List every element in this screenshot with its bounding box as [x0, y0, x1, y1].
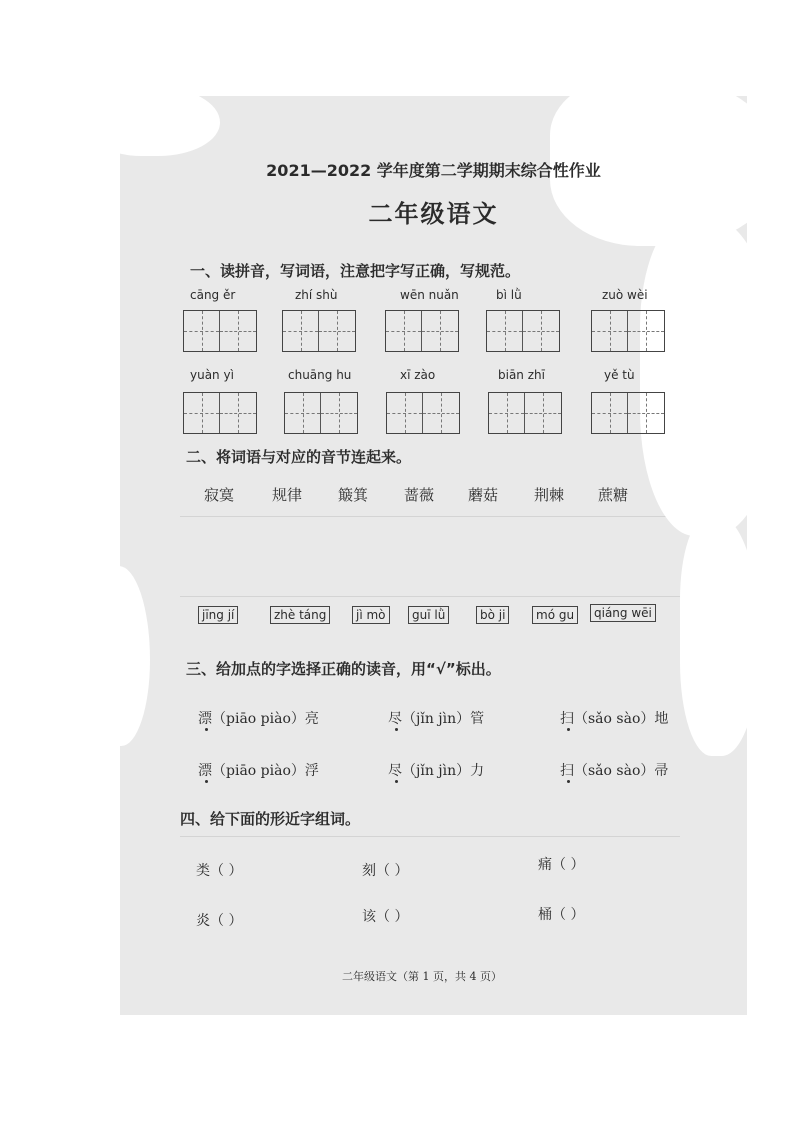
- writing-grid[interactable]: [183, 392, 257, 434]
- word-group-blank[interactable]: 该（ ）: [362, 909, 409, 925]
- bg-line: [180, 516, 680, 517]
- word-item: 荆棘: [534, 486, 565, 504]
- reading-choice[interactable]: 扫（sǎo sào）地: [560, 711, 669, 727]
- writing-grid[interactable]: [591, 310, 665, 352]
- reading-choice[interactable]: 尽（jǐn jìn）力: [388, 763, 485, 779]
- emphasis-dot: [395, 780, 398, 783]
- reading-choice[interactable]: 漂（piāo piào）亮: [198, 711, 319, 727]
- syllable-box[interactable]: guī lǜ: [408, 606, 449, 624]
- pinyin-label: wēn nuǎn: [400, 288, 459, 302]
- writing-grid[interactable]: [385, 310, 459, 352]
- emphasis-dot: [567, 728, 570, 731]
- pinyin-label: cāng ěr: [190, 288, 236, 302]
- page-footer: 二年级语文（第 1 页，共 4 页）: [342, 970, 502, 983]
- pinyin-label: bì lǜ: [496, 288, 522, 302]
- writing-grid[interactable]: [282, 310, 356, 352]
- scan-blot: [640, 216, 747, 536]
- scan-blot: [680, 516, 747, 756]
- pinyin-label: zuò wèi: [602, 288, 648, 302]
- word-item: 规律: [272, 486, 303, 504]
- scan-blot: [120, 566, 150, 746]
- syllable-box[interactable]: mó gu: [532, 606, 578, 624]
- writing-grid[interactable]: [183, 310, 257, 352]
- reading-choice[interactable]: 扫（sǎo sào）帚: [560, 763, 669, 779]
- section1-heading: 一、读拼音，写词语，注意把字写正确，写规范。: [190, 262, 521, 280]
- bg-line: [180, 836, 680, 837]
- pinyin-label: yě tù: [604, 368, 635, 382]
- section2-heading: 二、将词语与对应的音节连起来。: [186, 448, 412, 466]
- word-item: 蔷薇: [404, 486, 435, 504]
- word-item: 蔗糖: [598, 486, 629, 504]
- syllable-box[interactable]: zhè táng: [270, 606, 330, 624]
- word-item: 寂寞: [204, 486, 235, 504]
- pinyin-label: zhí shù: [295, 288, 338, 302]
- word-item: 蘑菇: [468, 486, 499, 504]
- writing-grid[interactable]: [284, 392, 358, 434]
- word-group-blank[interactable]: 炎（ ）: [196, 913, 243, 929]
- syllable-box[interactable]: qiáng wēi: [590, 604, 656, 622]
- section3-heading: 三、给加点的字选择正确的读音，用“√”标出。: [186, 660, 501, 678]
- scanned-page: [120, 96, 747, 1015]
- writing-grid[interactable]: [488, 392, 562, 434]
- pinyin-label: yuàn yì: [190, 368, 234, 382]
- writing-grid[interactable]: [486, 310, 560, 352]
- pinyin-label: biān zhī: [498, 368, 545, 382]
- syllable-box[interactable]: jì mò: [352, 606, 390, 624]
- writing-grid[interactable]: [591, 392, 665, 434]
- pinyin-label: xī zào: [400, 368, 436, 382]
- emphasis-dot: [205, 780, 208, 783]
- word-item: 簸箕: [338, 486, 369, 504]
- syllable-box[interactable]: bò ji: [476, 606, 509, 624]
- word-group-blank[interactable]: 痛（ ）: [538, 857, 585, 873]
- scan-blot: [120, 96, 220, 156]
- section4-heading: 四、给下面的形近字组词。: [180, 810, 361, 828]
- writing-grid[interactable]: [386, 392, 460, 434]
- reading-choice[interactable]: 尽（jǐn jìn）管: [388, 711, 485, 727]
- document-title: 2021—2022 学年度第二学期期末综合性作业: [266, 161, 601, 180]
- document-subtitle: 二年级语文: [368, 200, 499, 228]
- syllable-box[interactable]: jīng jí: [198, 606, 238, 624]
- emphasis-dot: [205, 728, 208, 731]
- word-group-blank[interactable]: 刻（ ）: [362, 863, 409, 879]
- emphasis-dot: [567, 780, 570, 783]
- reading-choice[interactable]: 漂（piāo piào）浮: [198, 763, 319, 779]
- pinyin-label: chuāng hu: [288, 368, 352, 382]
- word-group-blank[interactable]: 类（ ）: [196, 863, 243, 879]
- bg-line: [180, 596, 680, 597]
- word-group-blank[interactable]: 桶（ ）: [538, 907, 585, 923]
- emphasis-dot: [395, 728, 398, 731]
